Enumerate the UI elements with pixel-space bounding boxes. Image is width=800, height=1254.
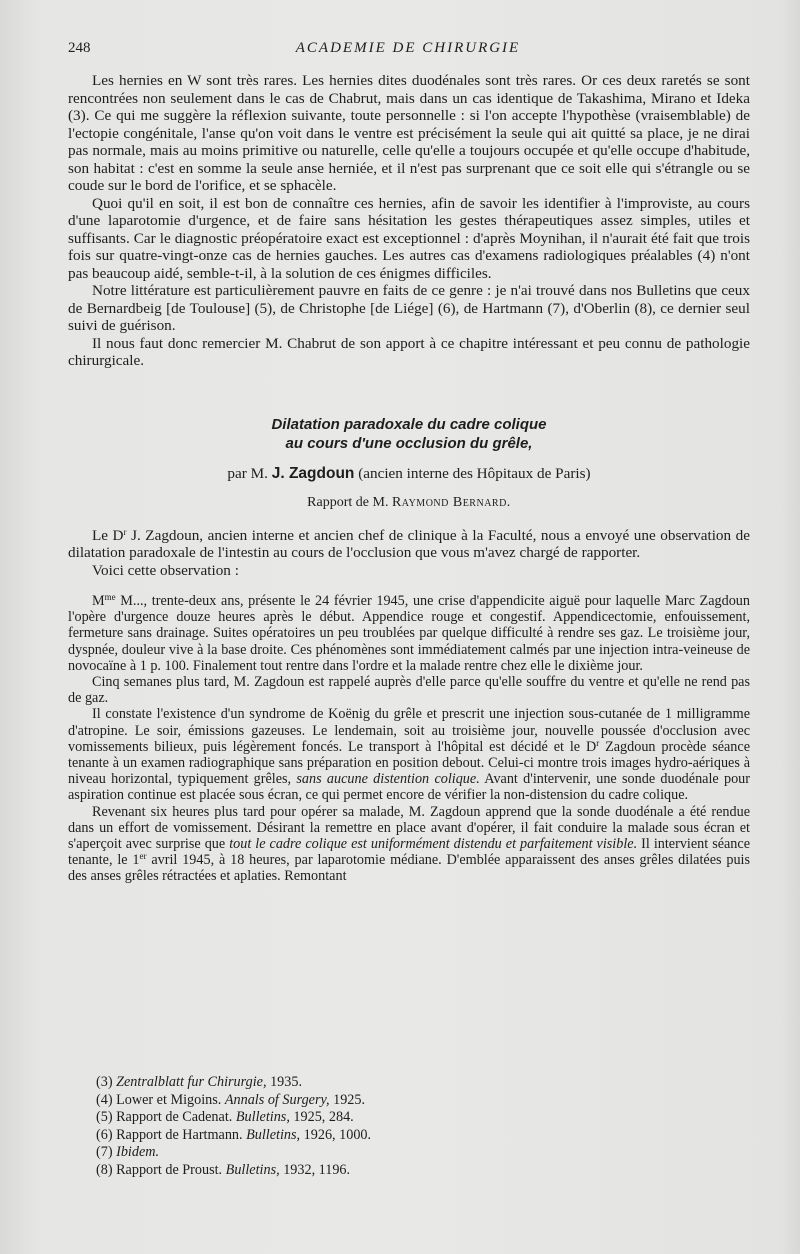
footnote: (3) Zentralblatt fur Chirurgie, 1935.	[96, 1074, 302, 1090]
observation-paragraph: Cinq semanes plus tard, M. Zagdoun est rappelé auprès d'elle parce qu'elle souffre du ventre et qu'elle ne rend pas de gaz.	[68, 674, 750, 707]
page-header	[68, 40, 748, 62]
report-line	[68, 495, 750, 511]
report-paragraph: Voici cette observation :	[92, 561, 239, 579]
footnotes	[96, 1074, 696, 1179]
section-gap	[68, 370, 750, 415]
footnote: (5) Rapport de Cadenat. Bulletins, 1925, 284.	[96, 1109, 354, 1125]
running-title: ACADEMIE DE CHIRURGIE	[295, 40, 521, 56]
byline-prefix: par M.	[227, 464, 268, 482]
page-number: 248	[68, 40, 91, 56]
article-title	[68, 415, 750, 453]
author-name: J. Zagdoun	[271, 464, 355, 482]
report-paragraph: Le $D^r$ J. Zagdoun, ancien interne et ancien chef de clinique à la Faculté, nous a envoyé une observation de dilatation paradoxale de l'intestin au cours de l'occlusion que vous m'avez chargé de rapporter.	[68, 526, 750, 561]
footnote: (4) Lower et Migoins. Annals of Surgery, 1925.	[96, 1091, 366, 1108]
report-prefix: Rapport de M.	[307, 494, 389, 510]
intro-paragraph: Notre littérature est particulièrement pauvre en faits de ce genre : je n'ai trouvé dans nos Bulletins que ceux de Bernardbeig [de Toulouse] (5), de Christophe [de Liége] (6), de Hartmann (7), d'Oberlin (8), ce dernier seul suivi de guérison.	[68, 282, 750, 334]
observation-paragraph: $M^{me}$ M..., trente-deux ans, présente le 24 février 1945, une crise d'appendicite aiguë pour laquelle Marc Zagdoun l'opère d'urgence douze heures après le début. Appendice rouge et congestif. Appendicectomie, enfouissement, fermeture sans drainage. Suites opératoires un peu troublées par quelque difficulté à rendre ses gaz. Le troisième jour, dyspnée, douleur vive à la base droite. Ces phénomènes sont immédiatement calmés par une injection intra-veineuse de novocaïne à 1 p. 100. Finalement tout rentre dans l'ordre et la malade rentre chez elle le dixième jour.	[68, 592, 750, 674]
footnote: (6) Rapport de Hartmann. Bulletins, 1926, 1000.	[96, 1126, 372, 1143]
observation-paragraph: Il constate l'existence d'un syndrome de Koënig du grêle et prescrit une injection sous-cutanée de 1 milligramme d'atropine. Le soir, émissions gazeuses. Le lendemain, soit au troisième jour, nouvelle poussée d'occlusion avec vomissements bilieux, puis légèrement foncés. Le transport à l'hôpital est décidé et le $D^r$ Zagdoun procède séance tenante à un examen radiographique sans préparation en position debout. Celui-ci montre trois images hydro-aériques à niveau horizontal, typiquement grêles, sans aucune distention colique. Avant d'intervenir, une sonde duodénale pour aspiration continue est placée sous écran, ce qui permet encore de vérifier la non-distension du cadre colique.	[68, 706, 750, 804]
intro-paragraph: Les hernies en W sont très rares. Les hernies dites duodénales sont très rares. Or ces deux raretés se sont rencontrées non seulement dans le cas de Chabrut, mais dans un cas identique de Takashima, Mirano et Ideka (3). Ce qui me suggère la réflexion suivante, toute personnelle : si l'on accepte l'hypothèse (vraisemblable) de l'ectopie congénitale, l'anse qu'on voit dans le ventre est précisément la seule qui ait quitté sa place, je ne dirai pas normale, mais au moins primitive ou naturelle, celle qu'elle a toujours occupée et qu'elle occupe d'habitude, son habitat : c'est en somme la seule anse herniée, et il n'est pas surprenant que ce soit elle qui s'étrangle ou se coude sur le bord de l'orifice, et se sphacèle.	[68, 72, 750, 194]
reporter-name: Raymond Bernard.	[391, 494, 511, 510]
footnote: (8) Rapport de Proust. Bulletins, 1932, 1196.	[96, 1161, 351, 1178]
body-text	[68, 72, 750, 885]
section-gap	[68, 579, 750, 593]
observation-paragraph: Revenant six heures plus tard pour opérer sa malade, M. Zagdoun apprend que la sonde duodénale a été rendue dans un effort de vomissement. Désirant la remettre en place avant d'opérer, il fait conduire la malade sous écran et s'aperçoit avec surprise que tout le cadre colique est uniformément distendu et parfaitement visible. Il intervient séance tenante, le 1er avril 1945, à 18 heures, par laparotomie médiane. D'emblée apparaissent des anses grêles dilatées puis des anses grêles rétractées et aplaties. Remontant	[68, 803, 750, 885]
intro-paragraph: Il nous faut donc remercier M. Chabrut de son apport à ce chapitre intéressant et peu connu de pathologie chirurgicale.	[68, 334, 750, 369]
article-title-line: au cours d'une occlusion du grêle,	[285, 434, 533, 452]
intro-paragraph: Quoi qu'il en soit, il est bon de connaître ces hernies, afin de savoir les identifier à l'improviste, au cours d'une laparotomie d'urgence, et de faire sans hésitation les gestes thérapeutiques assez simples, utiles et suffisants. Car le diagnostic préopératoire exact est exceptionnel : d'après Moynihan, il n'aurait été fait que trois fois sur quatre-vingt-onze cas de hernies gauches. Les autres cas d'examens radiologiques préalables (4) n'ont pas beaucoup aidé, semble-t-il, à la solution de ces énigmes difficiles.	[68, 194, 750, 282]
article-title-line: Dilatation paradoxale du cadre colique	[271, 415, 547, 433]
author-affiliation: (ancien interne des Hôpitaux de Paris)	[358, 464, 591, 482]
footnote: (7) Ibidem.	[96, 1144, 160, 1160]
article-byline	[68, 465, 750, 483]
